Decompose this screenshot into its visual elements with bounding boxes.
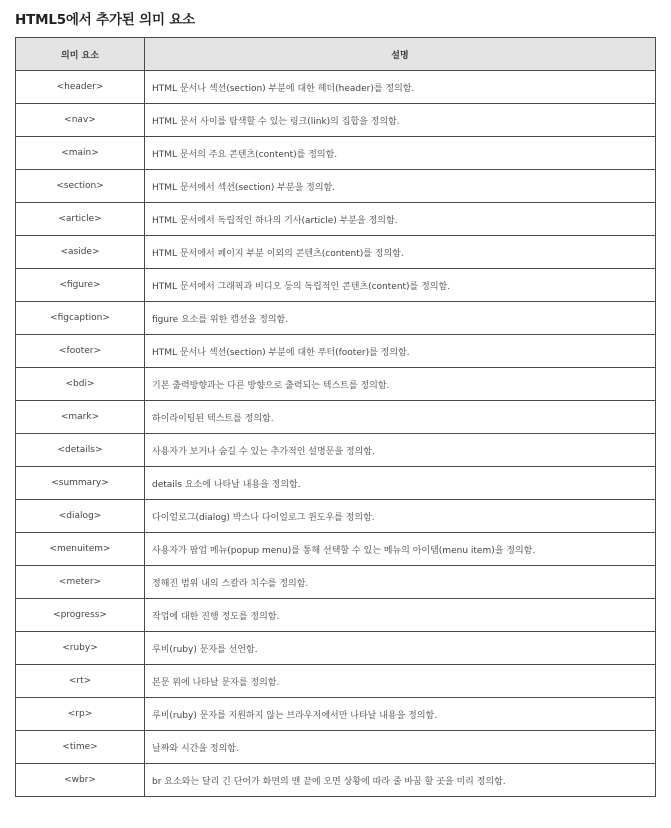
table-row [16, 764, 656, 797]
element-cell: <main> [16, 137, 145, 170]
page-title: HTML5에서 추가된 의미 요소 [15, 12, 196, 28]
element-cell: <footer> [16, 335, 145, 368]
element-cell: <figcaption> [16, 302, 145, 335]
element-cell: <mark> [16, 401, 145, 434]
table-row [16, 203, 656, 236]
element-cell: <progress> [16, 599, 145, 632]
description-cell: 날짜와 시간을 정의함. [145, 731, 656, 764]
table-row [16, 170, 656, 203]
element-cell: <dialog> [16, 500, 145, 533]
element-cell: <menuitem> [16, 533, 145, 566]
element-cell: <article> [16, 203, 145, 236]
table-row [16, 632, 656, 665]
element-cell: <bdi> [16, 368, 145, 401]
description-cell: 루비(ruby) 문자를 지원하지 않는 브라우저에서만 나타날 내용을 정의함. [145, 698, 656, 731]
table-row [16, 665, 656, 698]
description-cell: 기본 출력방향과는 다른 방향으로 출력되는 텍스트를 정의함. [145, 368, 656, 401]
element-cell: <section> [16, 170, 145, 203]
table-header-row [16, 38, 656, 71]
table-row [16, 533, 656, 566]
description-cell: 작업에 대한 진행 정도를 정의함. [145, 599, 656, 632]
description-cell: 본문 위에 나타날 문자를 정의함. [145, 665, 656, 698]
table-row [16, 335, 656, 368]
element-cell: <meter> [16, 566, 145, 599]
table-row [16, 302, 656, 335]
column-header-description: 설명 [145, 38, 656, 71]
description-cell: br 요소와는 달리 긴 단어가 화면의 맨 끝에 오면 상황에 따라 줄 바꿈 할 곳을 미리 정의함. [145, 764, 656, 797]
description-cell: 사용자가 보거나 숨길 수 있는 추가적인 설명문을 정의함. [145, 434, 656, 467]
description-cell: 정해진 범위 내의 스칼라 치수를 정의함. [145, 566, 656, 599]
table-row [16, 599, 656, 632]
element-cell: <rt> [16, 665, 145, 698]
description-cell: 하이라이팅된 텍스트를 정의함. [145, 401, 656, 434]
element-cell: <rp> [16, 698, 145, 731]
element-cell: <time> [16, 731, 145, 764]
table-row [16, 368, 656, 401]
table-row [16, 731, 656, 764]
table-row [16, 236, 656, 269]
table-row [16, 500, 656, 533]
element-cell: <figure> [16, 269, 145, 302]
description-cell: HTML 문서에서 섹션(section) 부분을 정의함. [145, 170, 656, 203]
element-cell: <details> [16, 434, 145, 467]
table-row [16, 401, 656, 434]
description-cell: HTML 문서 사이를 탐색할 수 있는 링크(link)의 집합을 정의함. [145, 104, 656, 137]
description-cell: details 요소에 나타날 내용을 정의함. [145, 467, 656, 500]
element-cell: <nav> [16, 104, 145, 137]
table-row [16, 434, 656, 467]
element-cell: <aside> [16, 236, 145, 269]
description-cell: 다이얼로그(dialog) 박스나 다이얼로그 윈도우를 정의함. [145, 500, 656, 533]
table-row [16, 71, 656, 104]
description-cell: 루비(ruby) 문자를 선언함. [145, 632, 656, 665]
element-cell: <summary> [16, 467, 145, 500]
table-row [16, 467, 656, 500]
table-row [16, 104, 656, 137]
element-cell: <ruby> [16, 632, 145, 665]
element-cell: <wbr> [16, 764, 145, 797]
column-header-element: 의미 요소 [16, 38, 145, 71]
description-cell: figure 요소를 위한 캡션을 정의함. [145, 302, 656, 335]
table-row [16, 137, 656, 170]
element-cell: <header> [16, 71, 145, 104]
table-row [16, 566, 656, 599]
description-cell: HTML 문서에서 페이지 부분 이외의 콘텐츠(content)를 정의함. [145, 236, 656, 269]
description-cell: HTML 문서의 주요 콘텐츠(content)를 정의함. [145, 137, 656, 170]
description-cell: 사용자가 팝업 메뉴(popup menu)를 통해 선택할 수 있는 메뉴의 아이템(menu item)을 정의함. [145, 533, 656, 566]
description-cell: HTML 문서나 섹션(section) 부분에 대한 푸터(footer)를 정의함. [145, 335, 656, 368]
semantic-elements-table [15, 37, 656, 797]
description-cell: HTML 문서에서 독립적인 하나의 기사(article) 부분을 정의함. [145, 203, 656, 236]
table-row [16, 269, 656, 302]
description-cell: HTML 문서나 섹션(section) 부분에 대한 헤더(header)를 정의함. [145, 71, 656, 104]
description-cell: HTML 문서에서 그래픽과 비디오 등의 독립적인 콘텐츠(content)를 정의함. [145, 269, 656, 302]
table-row [16, 698, 656, 731]
